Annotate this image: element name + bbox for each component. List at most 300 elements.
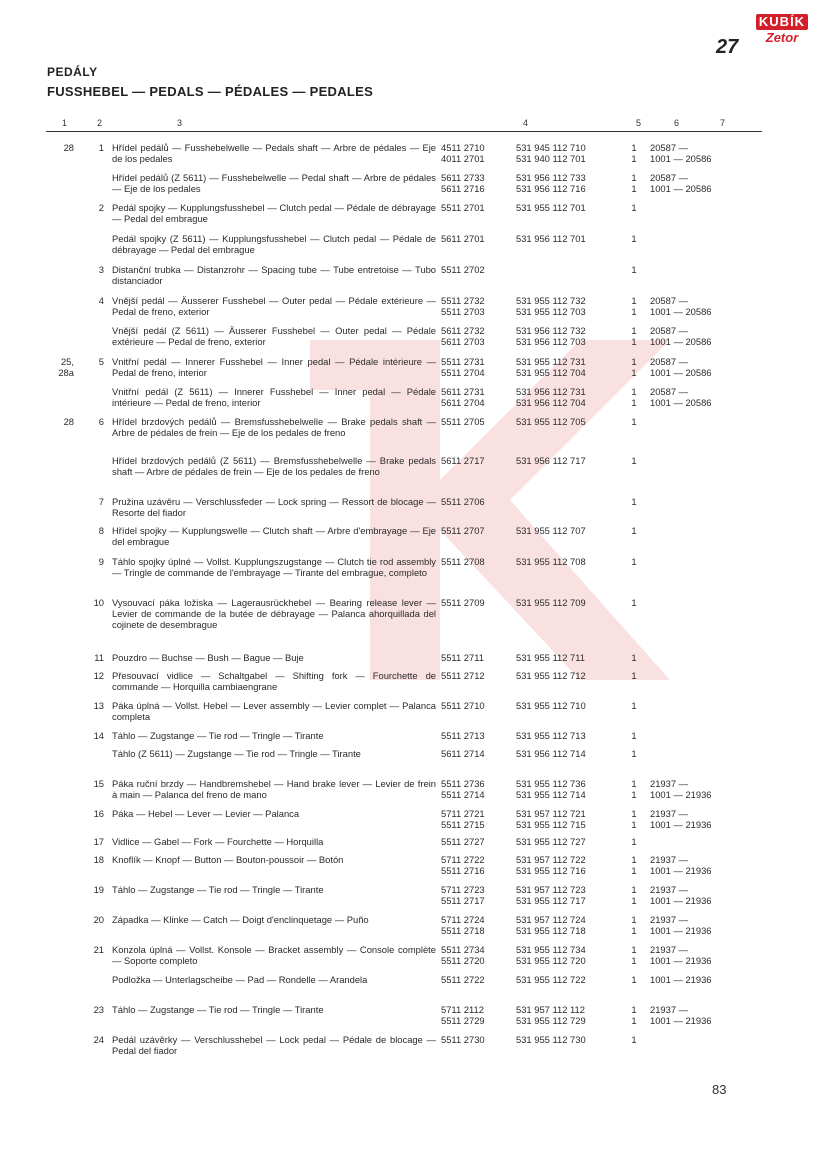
part-number: 5511 2703 bbox=[441, 306, 485, 317]
part-number: 5511 2716 bbox=[441, 865, 485, 876]
catalog-number: 531 955 112 717 bbox=[516, 895, 586, 906]
position-number: 21 bbox=[93, 944, 104, 955]
column-header-3: 3 bbox=[177, 118, 183, 128]
catalog-number: 531 957 112 723 bbox=[516, 884, 586, 895]
catalog-number: 531 956 112 733 bbox=[516, 172, 586, 183]
catalog-number: 531 955 112 704 bbox=[516, 367, 586, 378]
serial-range: 1001 — 21936 bbox=[650, 789, 712, 800]
catalog-number-cell bbox=[516, 556, 616, 567]
part-number-cell bbox=[441, 700, 501, 711]
part-description: Vidlice — Gabel — Fork — Fourchette — Horquilla bbox=[112, 836, 324, 847]
catalog-number: 531 955 112 736 bbox=[516, 778, 586, 789]
position-number: 18 bbox=[93, 854, 104, 865]
serial-range: 21937 — bbox=[650, 944, 689, 955]
quantity-cell bbox=[629, 142, 639, 164]
quantity-cell bbox=[629, 808, 639, 830]
catalog-number: 531 940 112 701 bbox=[516, 153, 586, 164]
quantity: 1 bbox=[631, 597, 637, 608]
part-number-cell bbox=[441, 730, 501, 741]
quantity-cell bbox=[629, 1034, 639, 1045]
quantity: 1 bbox=[631, 233, 637, 244]
quantity: 1 bbox=[631, 670, 637, 681]
catalog-number: 531 955 112 701 bbox=[516, 202, 586, 213]
part-number: 5511 2736 bbox=[441, 778, 485, 789]
part-description: Distanční trubka — Distanzrohr — Spacing tube — Tube entretoise — Tubo distanciador bbox=[112, 264, 436, 286]
part-number-cell bbox=[441, 416, 501, 427]
position-number: 1 bbox=[98, 142, 104, 153]
part-number: 5611 2703 bbox=[441, 336, 485, 347]
part-number: 5511 2731 bbox=[441, 356, 485, 367]
part-description: Vysouvací páka ložiska — Lagerausrückhebel — Bearing release lever — Levier de commande de la butée de débrayage — Palanca ahorquillada del cojinete de desembrague bbox=[112, 597, 436, 630]
quantity-cell bbox=[629, 836, 639, 847]
part-description: Hřídel pedálů — Fusshebelwelle — Pedals shaft — Arbre de pédales — Eje de los pedales bbox=[112, 142, 436, 164]
position-number: 3 bbox=[98, 264, 104, 275]
serial-range: 1001 — 21936 bbox=[650, 974, 712, 985]
quantity-cell bbox=[629, 914, 639, 936]
part-number: 5511 2710 bbox=[441, 700, 485, 711]
quantity-cell bbox=[629, 172, 639, 194]
serial-range-cell bbox=[650, 172, 760, 194]
part-number: 5511 2734 bbox=[441, 944, 485, 955]
quantity: 1 bbox=[631, 914, 637, 925]
catalog-number: 531 955 112 712 bbox=[516, 670, 586, 681]
part-number: 5511 2712 bbox=[441, 670, 485, 681]
part-description: Pedál spojky — Kupplungsfusshebel — Clutch pedal — Pédale de débrayage — Pedal del embrague bbox=[112, 202, 436, 224]
catalog-number: 531 955 112 722 bbox=[516, 974, 586, 985]
brand-logo bbox=[756, 14, 808, 46]
position-number: 2 bbox=[98, 202, 104, 213]
part-description: Táhlo — Zugstange — Tie rod — Tringle — Tirante bbox=[112, 884, 324, 895]
quantity-cell bbox=[629, 1004, 639, 1026]
quantity: 1 bbox=[631, 306, 637, 317]
part-number: 5511 2706 bbox=[441, 496, 485, 507]
catalog-number-cell bbox=[516, 1004, 616, 1026]
serial-range: 21937 — bbox=[650, 808, 689, 819]
part-description: Západka — Klinke — Catch — Doigt d'enclinquetage — Puño bbox=[112, 914, 369, 925]
serial-range: 20587 — bbox=[650, 295, 689, 306]
column-header-4: 4 bbox=[523, 118, 529, 128]
catalog-number: 531 957 112 721 bbox=[516, 808, 586, 819]
part-number-cell bbox=[441, 944, 501, 966]
part-number: 5511 2714 bbox=[441, 789, 485, 800]
serial-range: 20587 — bbox=[650, 172, 689, 183]
quantity: 1 bbox=[631, 652, 637, 663]
part-number-cell bbox=[441, 233, 501, 244]
catalog-number-cell bbox=[516, 233, 616, 244]
catalog-number-cell bbox=[516, 670, 616, 681]
page-number-footer: 83 bbox=[712, 1082, 727, 1097]
catalog-number: 531 956 112 714 bbox=[516, 748, 586, 759]
quantity: 1 bbox=[631, 367, 637, 378]
part-number-cell bbox=[441, 496, 501, 507]
part-number-cell bbox=[441, 778, 501, 800]
column-header-1: 1 bbox=[62, 118, 68, 128]
catalog-number-cell bbox=[516, 416, 616, 427]
part-description: Vnitřní pedál — Innerer Fusshebel — Inner pedal — Pédale intérieure — Pedal de freno, interior bbox=[112, 356, 436, 378]
quantity-cell bbox=[629, 525, 639, 536]
catalog-number-cell bbox=[516, 730, 616, 741]
part-description: Vnitřní pedál (Z 5611) — Innerer Fusshebel — Inner pedal — Pédale intérieure — Pedal de freno, interior bbox=[112, 386, 436, 408]
quantity: 1 bbox=[631, 142, 637, 153]
column-header-6: 6 bbox=[674, 118, 680, 128]
part-number: 5511 2704 bbox=[441, 367, 485, 378]
catalog-number-cell bbox=[516, 700, 616, 711]
part-number-cell bbox=[441, 142, 501, 164]
quantity-cell bbox=[629, 556, 639, 567]
quantity: 1 bbox=[631, 336, 637, 347]
catalog-number-cell bbox=[516, 597, 616, 608]
part-description: Páka ruční brzdy — Handbremshebel — Hand brake lever — Levier de frein à main — Palanca del freno de mano bbox=[112, 778, 436, 800]
quantity: 1 bbox=[631, 202, 637, 213]
part-number: 5511 2717 bbox=[441, 895, 485, 906]
catalog-number: 531 955 112 710 bbox=[516, 700, 586, 711]
catalog-number: 531 956 112 701 bbox=[516, 233, 586, 244]
part-number-cell bbox=[441, 295, 501, 317]
serial-range-cell bbox=[650, 914, 760, 936]
part-number-cell bbox=[441, 652, 501, 663]
part-number-cell bbox=[441, 597, 501, 608]
part-number: 5511 2718 bbox=[441, 925, 485, 936]
part-number: 4011 2701 bbox=[441, 153, 485, 164]
part-description: Hřídel spojky — Kupplungswelle — Clutch shaft — Arbre d'embrayage — Eje del embrague bbox=[112, 525, 436, 547]
catalog-number: 531 956 112 717 bbox=[516, 455, 586, 466]
figure-ref: 28 bbox=[63, 416, 74, 427]
quantity: 1 bbox=[631, 854, 637, 865]
serial-range-cell bbox=[650, 884, 760, 906]
serial-range: 20587 — bbox=[650, 142, 689, 153]
part-description: Táhlo — Zugstange — Tie rod — Tringle — Tirante bbox=[112, 730, 324, 741]
position-number: 19 bbox=[93, 884, 104, 895]
part-number-cell bbox=[441, 556, 501, 567]
quantity-cell bbox=[629, 944, 639, 966]
quantity-cell bbox=[629, 264, 639, 275]
quantity-cell bbox=[629, 386, 639, 408]
catalog-number-cell bbox=[516, 325, 616, 347]
quantity-cell bbox=[629, 884, 639, 906]
part-number-cell bbox=[441, 974, 501, 985]
part-number-cell bbox=[441, 1004, 501, 1026]
catalog-number: 531 956 112 703 bbox=[516, 336, 586, 347]
part-description: Vnější pedál — Äusserer Fusshebel — Outer pedal — Pédale extérieure — Pedal de freno, exterior bbox=[112, 295, 436, 317]
serial-range-cell bbox=[650, 325, 760, 347]
part-number: 5511 2707 bbox=[441, 525, 485, 536]
part-description: Hřídel brzdových pedálů — Bremsfusshebelwelle — Brake pedals shaft — Arbre de pédales de frein — Eje de los pedales de freno bbox=[112, 416, 436, 438]
position-number: 15 bbox=[93, 778, 104, 789]
serial-range: 1001 — 21936 bbox=[650, 819, 712, 830]
catalog-number: 531 955 112 708 bbox=[516, 556, 586, 567]
quantity: 1 bbox=[631, 397, 637, 408]
catalog-number-cell bbox=[516, 652, 616, 663]
quantity-cell bbox=[629, 974, 639, 985]
serial-range-cell bbox=[650, 944, 760, 966]
quantity: 1 bbox=[631, 974, 637, 985]
part-number-cell bbox=[441, 325, 501, 347]
part-description: Pedál uzávěrky — Verschlusshebel — Lock pedal — Pédale de blocage — Pedal del fiador bbox=[112, 1034, 436, 1056]
part-description: Pedál spojky (Z 5611) — Kupplungsfusshebel — Clutch pedal — Pédale de débrayage — Pedal del embrague bbox=[112, 233, 436, 255]
catalog-number-cell bbox=[516, 808, 616, 830]
part-number: 5711 2721 bbox=[441, 808, 485, 819]
catalog-number: 531 956 112 731 bbox=[516, 386, 586, 397]
catalog-number: 531 955 112 709 bbox=[516, 597, 586, 608]
part-number-cell bbox=[441, 836, 501, 847]
page-subtitle: FUSSHEBEL — PEDALS — PÉDALES — PEDALES bbox=[47, 84, 374, 99]
quantity: 1 bbox=[631, 496, 637, 507]
part-number: 5611 2717 bbox=[441, 455, 485, 466]
brand-logo-bottom: Zetor bbox=[765, 30, 799, 45]
position-number: 10 bbox=[93, 597, 104, 608]
quantity: 1 bbox=[631, 884, 637, 895]
serial-range-cell bbox=[650, 974, 760, 985]
serial-range-cell bbox=[650, 1004, 760, 1026]
quantity-cell bbox=[629, 455, 639, 466]
part-number: 4511 2710 bbox=[441, 142, 485, 153]
part-description: Páka — Hebel — Lever — Levier — Palanca bbox=[112, 808, 300, 819]
catalog-number-cell bbox=[516, 974, 616, 985]
part-number: 5511 2705 bbox=[441, 416, 485, 427]
part-number: 5511 2732 bbox=[441, 295, 485, 306]
part-description: Pružina uzávěru — Verschlussfeder — Lock spring — Ressort de blocage — Resorte del fiador bbox=[112, 496, 436, 518]
part-number-cell bbox=[441, 1034, 501, 1045]
quantity-cell bbox=[629, 325, 639, 347]
part-number: 5711 2112 bbox=[441, 1004, 484, 1015]
catalog-number-cell bbox=[516, 172, 616, 194]
catalog-number: 531 955 112 711 bbox=[516, 652, 585, 663]
catalog-number: 531 956 112 704 bbox=[516, 397, 586, 408]
position-number: 11 bbox=[94, 652, 104, 663]
quantity: 1 bbox=[631, 556, 637, 567]
serial-range: 1001 — 20586 bbox=[650, 397, 712, 408]
part-number-cell bbox=[441, 884, 501, 906]
quantity-cell bbox=[629, 295, 639, 317]
serial-range-cell bbox=[650, 295, 760, 317]
figure-ref: 28 bbox=[63, 142, 74, 153]
serial-range-cell bbox=[650, 356, 760, 378]
quantity-cell bbox=[629, 496, 639, 507]
quantity-cell bbox=[629, 730, 639, 741]
serial-range: 20587 — bbox=[650, 325, 689, 336]
part-number: 5511 2727 bbox=[441, 836, 485, 847]
position-number: 7 bbox=[98, 496, 104, 507]
catalog-number: 531 957 112 722 bbox=[516, 854, 586, 865]
quantity: 1 bbox=[631, 1015, 637, 1026]
part-number: 5511 2711 bbox=[441, 652, 484, 663]
quantity-cell bbox=[629, 356, 639, 378]
catalog-number: 531 957 112 112 bbox=[516, 1004, 585, 1015]
serial-range: 1001 — 21936 bbox=[650, 1015, 712, 1026]
serial-range-cell bbox=[650, 778, 760, 800]
part-number-cell bbox=[441, 356, 501, 378]
page-number-top: 27 bbox=[716, 36, 739, 58]
quantity: 1 bbox=[631, 356, 637, 367]
quantity: 1 bbox=[631, 325, 637, 336]
catalog-number: 531 955 112 707 bbox=[516, 525, 586, 536]
position-number: 6 bbox=[98, 416, 104, 427]
brand-logo-top: KUBÍK bbox=[756, 14, 808, 30]
part-number-cell bbox=[441, 264, 501, 275]
catalog-number-cell bbox=[516, 914, 616, 936]
part-description: Táhlo spojky úplné — Vollst. Kupplungszugstange — Clutch tie rod assembly — Tringle de commande de l'embrayage — Tirante del embrague, completo bbox=[112, 556, 436, 578]
quantity: 1 bbox=[631, 183, 637, 194]
serial-range-cell bbox=[650, 386, 760, 408]
part-description: Hřídel pedálů (Z 5611) — Fusshebelwelle — Pedal shaft — Arbre de pédales — Eje de los pedales bbox=[112, 172, 436, 194]
position-number: 20 bbox=[93, 914, 104, 925]
part-number: 5611 2704 bbox=[441, 397, 485, 408]
quantity: 1 bbox=[631, 748, 637, 759]
catalog-number: 531 955 112 730 bbox=[516, 1034, 586, 1045]
part-description: Podložka — Unterlagscheibe — Pad — Rondelle — Arandela bbox=[112, 974, 368, 985]
catalog-number: 531 955 112 703 bbox=[516, 306, 586, 317]
quantity: 1 bbox=[631, 836, 637, 847]
catalog-number-cell bbox=[516, 748, 616, 759]
part-number-cell bbox=[441, 748, 501, 759]
serial-range: 21937 — bbox=[650, 778, 689, 789]
part-number: 5511 2702 bbox=[441, 264, 485, 275]
part-number: 5611 2701 bbox=[441, 233, 485, 244]
quantity: 1 bbox=[631, 865, 637, 876]
quantity: 1 bbox=[631, 264, 637, 275]
part-description: Páka úplná — Vollst. Hebel — Lever assembly — Levier complet — Palanca completa bbox=[112, 700, 436, 722]
position-number: 24 bbox=[93, 1034, 104, 1045]
part-number-cell bbox=[441, 455, 501, 466]
catalog-number: 531 955 112 705 bbox=[516, 416, 586, 427]
part-number-cell bbox=[441, 202, 501, 213]
quantity-cell bbox=[629, 233, 639, 244]
quantity-cell bbox=[629, 700, 639, 711]
catalog-number-cell bbox=[516, 525, 616, 536]
serial-range: 1001 — 20586 bbox=[650, 153, 712, 164]
part-number: 5611 2716 bbox=[441, 183, 485, 194]
position-number: 9 bbox=[98, 556, 104, 567]
serial-range: 1001 — 20586 bbox=[650, 183, 712, 194]
catalog-number-cell bbox=[516, 455, 616, 466]
page-title: PEDÁLY bbox=[47, 65, 98, 79]
serial-range: 20587 — bbox=[650, 386, 689, 397]
quantity-cell bbox=[629, 202, 639, 213]
serial-range: 1001 — 20586 bbox=[650, 306, 712, 317]
part-number-cell bbox=[441, 525, 501, 536]
catalog-number-cell bbox=[516, 1034, 616, 1045]
catalog-number: 531 956 112 732 bbox=[516, 325, 586, 336]
serial-range: 1001 — 20586 bbox=[650, 367, 712, 378]
serial-range: 21937 — bbox=[650, 884, 689, 895]
quantity-cell bbox=[629, 652, 639, 663]
part-description: Vnější pedál (Z 5611) — Äusserer Fusshebel — Outer pedal — Pédale extérieure — Pedal de freno, exterior bbox=[112, 325, 436, 347]
catalog-number: 531 955 112 732 bbox=[516, 295, 586, 306]
catalog-number: 531 955 112 713 bbox=[516, 730, 586, 741]
quantity: 1 bbox=[631, 808, 637, 819]
quantity: 1 bbox=[631, 789, 637, 800]
part-number: 5711 2724 bbox=[441, 914, 485, 925]
quantity: 1 bbox=[631, 819, 637, 830]
serial-range-cell bbox=[650, 142, 760, 164]
catalog-number: 531 955 112 731 bbox=[516, 356, 586, 367]
column-header-5: 5 bbox=[636, 118, 642, 128]
part-description: Knoflík — Knopf — Button — Bouton-poussoir — Botón bbox=[112, 854, 344, 865]
catalog-number-cell bbox=[516, 854, 616, 876]
column-header-7: 7 bbox=[720, 118, 726, 128]
catalog-number-cell bbox=[516, 142, 616, 164]
quantity-cell bbox=[629, 854, 639, 876]
part-number: 5511 2708 bbox=[441, 556, 485, 567]
quantity: 1 bbox=[631, 778, 637, 789]
catalog-number: 531 955 112 718 bbox=[516, 925, 586, 936]
part-number: 5511 2713 bbox=[441, 730, 485, 741]
catalog-number-cell bbox=[516, 836, 616, 847]
part-number-cell bbox=[441, 854, 501, 876]
position-number: 17 bbox=[93, 836, 104, 847]
part-number: 5511 2709 bbox=[441, 597, 485, 608]
quantity: 1 bbox=[631, 153, 637, 164]
position-number: 16 bbox=[93, 808, 104, 819]
serial-range: 1001 — 21936 bbox=[650, 865, 712, 876]
quantity: 1 bbox=[631, 386, 637, 397]
catalog-number: 531 955 112 727 bbox=[516, 836, 586, 847]
part-number: 5711 2722 bbox=[441, 854, 485, 865]
quantity: 1 bbox=[631, 925, 637, 936]
quantity: 1 bbox=[631, 700, 637, 711]
position-number: 5 bbox=[98, 356, 104, 367]
catalog-number-cell bbox=[516, 778, 616, 800]
catalog-number: 531 955 112 715 bbox=[516, 819, 586, 830]
position-number: 13 bbox=[93, 700, 104, 711]
serial-range: 20587 — bbox=[650, 356, 689, 367]
part-number: 5511 2720 bbox=[441, 955, 485, 966]
quantity-cell bbox=[629, 778, 639, 800]
catalog-number-cell bbox=[516, 356, 616, 378]
quantity: 1 bbox=[631, 455, 637, 466]
part-description: Pouzdro — Buchse — Bush — Bague — Buje bbox=[112, 652, 304, 663]
catalog-number: 531 945 112 710 bbox=[516, 142, 586, 153]
part-description: Táhlo — Zugstange — Tie rod — Tringle — Tirante bbox=[112, 1004, 324, 1015]
position-number: 14 bbox=[93, 730, 104, 741]
quantity: 1 bbox=[631, 895, 637, 906]
part-number-cell bbox=[441, 808, 501, 830]
quantity: 1 bbox=[631, 730, 637, 741]
part-number: 5511 2730 bbox=[441, 1034, 485, 1045]
column-header-2: 2 bbox=[97, 118, 103, 128]
serial-range: 1001 — 21936 bbox=[650, 895, 712, 906]
catalog-number: 531 955 112 734 bbox=[516, 944, 586, 955]
serial-range: 21937 — bbox=[650, 1004, 689, 1015]
serial-range: 1001 — 20586 bbox=[650, 336, 712, 347]
quantity: 1 bbox=[631, 955, 637, 966]
serial-range: 21937 — bbox=[650, 914, 689, 925]
part-description: Táhlo (Z 5611) — Zugstange — Tie rod — Tringle — Tirante bbox=[112, 748, 361, 759]
quantity: 1 bbox=[631, 525, 637, 536]
catalog-number: 531 955 112 720 bbox=[516, 955, 586, 966]
quantity: 1 bbox=[631, 416, 637, 427]
position-number: 4 bbox=[98, 295, 104, 306]
part-description: Konzola úplná — Vollst. Konsole — Bracket assembly — Console complète — Soporte completo bbox=[112, 944, 436, 966]
quantity: 1 bbox=[631, 295, 637, 306]
part-number: 5711 2723 bbox=[441, 884, 485, 895]
part-number: 5511 2715 bbox=[441, 819, 485, 830]
quantity: 1 bbox=[631, 1034, 637, 1045]
quantity: 1 bbox=[631, 1004, 637, 1015]
part-number-cell bbox=[441, 172, 501, 194]
quantity-cell bbox=[629, 748, 639, 759]
part-number-cell bbox=[441, 386, 501, 408]
serial-range-cell bbox=[650, 854, 760, 876]
part-number: 5511 2701 bbox=[441, 202, 485, 213]
header-rule bbox=[46, 131, 762, 132]
quantity: 1 bbox=[631, 944, 637, 955]
figure-ref: 25, 28a bbox=[58, 356, 74, 378]
position-number: 23 bbox=[93, 1004, 104, 1015]
part-number: 5611 2732 bbox=[441, 325, 485, 336]
catalog-number-cell bbox=[516, 884, 616, 906]
part-number: 5611 2733 bbox=[441, 172, 485, 183]
